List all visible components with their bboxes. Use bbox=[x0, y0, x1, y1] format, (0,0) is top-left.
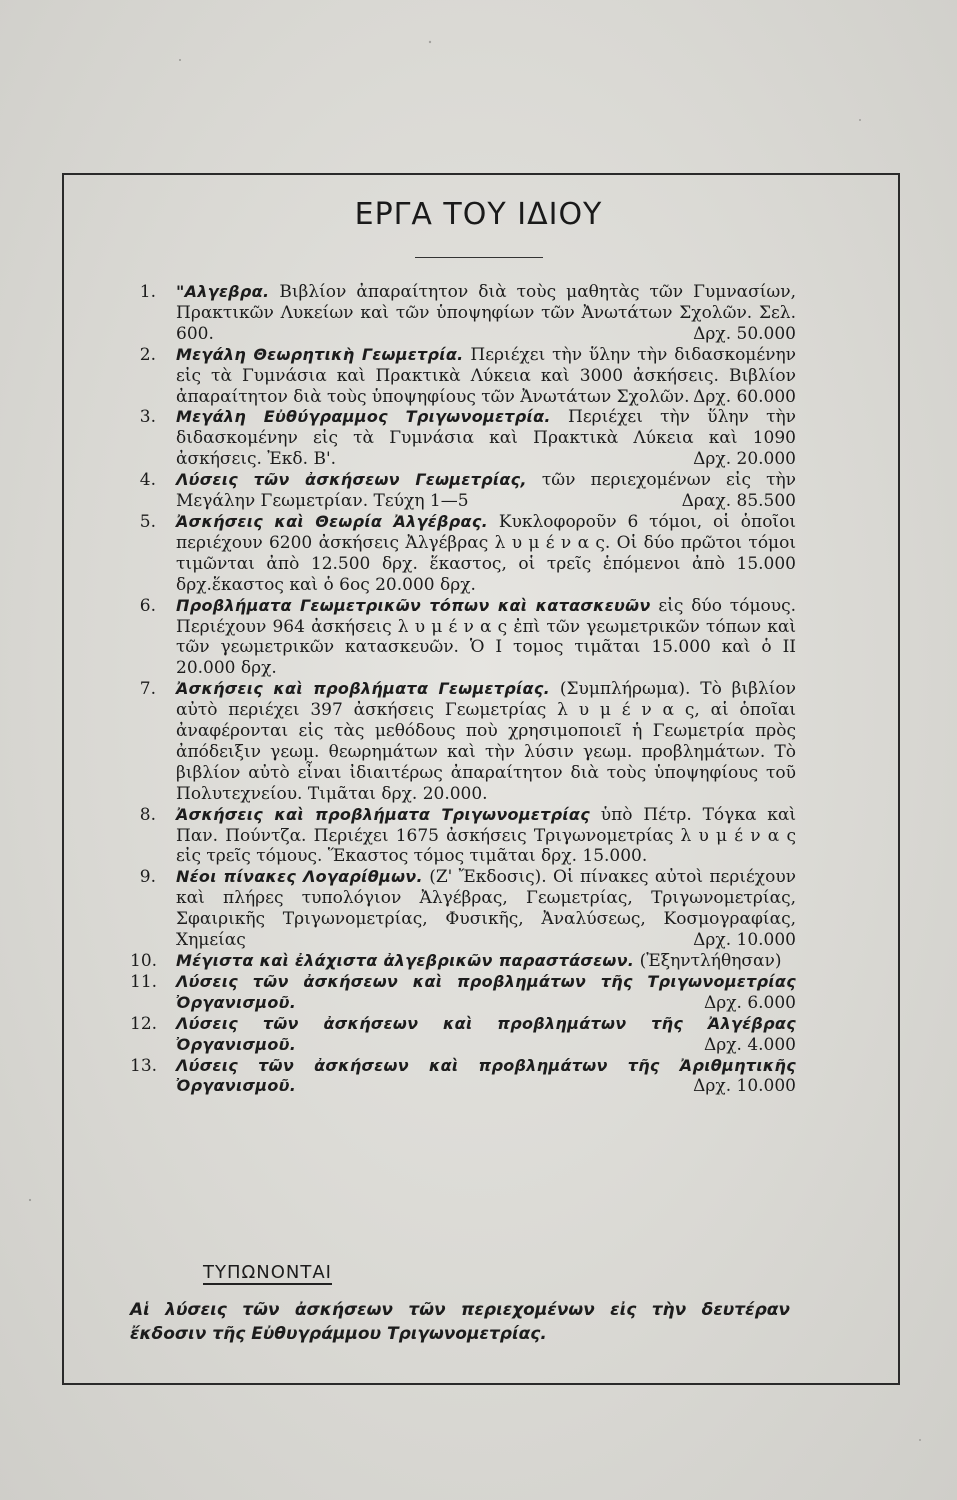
item-number: 2. bbox=[139, 344, 156, 365]
item-number: 6. bbox=[139, 595, 156, 616]
item-text: εἰς δύο τόμους. Περιέχουν 964 ἀσκήσεις λ υ μ έ ν α ς ἐπὶ τῶν γεωμετρικῶν τόπων καὶ τῶν γεωμετρικῶν κατασκευῶν. Ὁ Ι τομος τιμᾶται 15.000 καὶ ὁ ΙΙ 20.000 δρχ. bbox=[176, 595, 796, 679]
item-heading: Μεγάλη Εὐθύγραμμος Τριγωνομετρία. bbox=[176, 407, 551, 427]
item-text: τῶν περιεχομένων εἰς τὴν Μεγάλην Γεωμετρίαν. Τεύχη 1—5 bbox=[176, 470, 797, 512]
item-heading: Νέοι πίνακες Λογαρίθμων. bbox=[176, 867, 423, 887]
item-number: 3. bbox=[139, 407, 156, 428]
item-text: Περιέχει τὴν ὕλην τὴν διδασκομένην εἰς τὰ Γυμνάσια καὶ Πρακτικὰ Λύκεια καὶ 3000 ἀσκήσεις. Βιβλίον ἀπαραίτητον διὰ τοὺς ὑποψηφίους τῶν Ἀνωτάτων Σχολῶν. bbox=[176, 344, 797, 407]
item-heading: Λύσεις τῶν ἀσκήσεων καὶ προβλημάτων τῆς Ἀλγέβρας Ὀργανισμοῦ. bbox=[176, 1013, 796, 1054]
in-press-heading: ΤΥΠΩΝΟΝΤΑΙ bbox=[203, 1262, 332, 1283]
item-text: (Ζ' Ἔκδοσις). Οἱ πίνακες αὐτοὶ περιέχουν καὶ πλήρες τυπολόγιον Ἀλγέβρας, Γεωμετρίας, Τριγωνομετρίας, Σφαιρικῆς Τριγωνομετρίας, Φυσικῆς, Ἀναλύσεως, Κοσμογραφίας, Χημείας bbox=[176, 867, 796, 951]
item-heading: Ἀσκήσεις καὶ Θεωρία Ἀλγέβρας. bbox=[176, 511, 488, 531]
item-heading: "Αλγεβρα. bbox=[176, 282, 270, 301]
item-heading: Προβλήματα Γεωμετρικῶν τόπων καὶ κατασκευῶν bbox=[176, 595, 651, 615]
title-underline bbox=[415, 257, 543, 258]
item-heading: Λύσεις τῶν ἀσκήσεων Γεωμετρίας, bbox=[176, 470, 527, 490]
list-item bbox=[130, 1014, 796, 1056]
list-item bbox=[130, 1056, 796, 1098]
item-price: Δρχ. 50.000 bbox=[693, 323, 796, 344]
item-price: Δρχ. 6.000 bbox=[703, 992, 796, 1013]
item-price: Δρχ. 10.000 bbox=[693, 1076, 796, 1097]
list-item bbox=[130, 345, 796, 408]
item-number: 9. bbox=[139, 867, 156, 888]
page-title: ΕΡΓΑ ΤΟΥ ΙΔΙΟΥ bbox=[354, 197, 603, 232]
list-item bbox=[130, 951, 796, 972]
item-number: 1. bbox=[139, 282, 156, 302]
item-heading: Ἀσκήσεις καὶ προβλήματα Τριγωνομετρίας bbox=[176, 804, 590, 824]
item-price: Δρχ. 4.000 bbox=[703, 1034, 796, 1055]
in-press-note: Αἱ λύσεις τῶν ἀσκήσεων τῶν περιεχομένων εἰς τὴν δευτέραν ἔκδοσιν τῆς Εὐθυγράμμου Τριγωνομετρίας. bbox=[130, 1300, 790, 1344]
item-number: 10. bbox=[130, 951, 158, 971]
list-item bbox=[130, 679, 796, 804]
list-item bbox=[130, 282, 796, 345]
item-heading: Λύσεις τῶν ἀσκήσεων καὶ προβλημάτων τῆς Ἀριθμητικῆς Ὀργανισμοῦ. bbox=[176, 1055, 796, 1096]
item-text: ὑπὸ Πέτρ. Τόγκα καὶ Παν. Πούντζα. Περιέχει 1675 ἀσκήσεις Τριγωνομετρίας λ υ μ έ ν α ς εἰς τρεῖς τόμους. Ἕκαστος τόμος τιμᾶται δρχ. 15.000. bbox=[176, 804, 796, 867]
list-item bbox=[130, 867, 796, 951]
item-price: Δρχ. 10.000 bbox=[693, 930, 796, 951]
list-item bbox=[130, 470, 796, 512]
item-number: 8. bbox=[139, 804, 156, 825]
item-number: 12. bbox=[130, 1013, 158, 1034]
item-heading: Ἀσκήσεις καὶ προβλήματα Γεωμετρίας. bbox=[176, 679, 550, 699]
item-price: Δραχ. 85.500 bbox=[681, 491, 796, 512]
item-number: 4. bbox=[139, 470, 156, 491]
item-price: Δρχ. 20.000 bbox=[693, 449, 796, 470]
item-text: Περιέχει τὴν ὕλην τὴν διδασκομένην εἰς τὰ Γυμνάσια καὶ Πρακτικὰ Λύκεια καὶ 1090 ἀσκήσεις. Ἐκδ. Β'. bbox=[176, 407, 797, 470]
list-item bbox=[130, 512, 796, 596]
item-text: (Ἐξηντλήθησαν) bbox=[639, 951, 782, 971]
list-item bbox=[130, 596, 796, 680]
item-number: 13. bbox=[130, 1055, 158, 1076]
works-list bbox=[130, 282, 796, 1097]
item-number: 7. bbox=[139, 679, 156, 700]
item-text: Βιβλίον ἀπαραίτητον διὰ τοὺς μαθητὰς τῶν Γυμνασίων, Πρακτικῶν Λυκείων καὶ τῶν ὑποψηφίων τῶν Ἀνωτάτων Σχολῶν. Σελ. 600. bbox=[176, 282, 797, 344]
list-item bbox=[130, 407, 796, 470]
item-heading: Μέγιστα καὶ ἐλάχιστα ἀλγεβρικῶν παραστάσεων. bbox=[176, 951, 635, 970]
item-text: (Συμπλήρωμα). Τὸ βιβλίον αὐτὸ περιέχει 397 ἀσκήσεις Γεωμετρίας λ υ μ έ ν α ς, αἱ ὁποῖαι ἀναφέρονται εἰς τὰς μεθόδους ποὺ χρησιμοποιεῖ ἡ Γεωμετρία πρὸς ἀπόδειξιν γεωμ. θεωρημάτων καὶ τὴν λύσιν γεωμ. προβλημάτων. Τὸ βιβλίον αὐτὸ εἶναι ἰδιαιτέρως ἀπαραίτητον διὰ τοὺς ὑποψηφίους τοῦ Πολυτεχνείου. Τιμᾶται δρχ. 20.000. bbox=[176, 679, 796, 804]
item-number: 5. bbox=[139, 511, 156, 532]
item-number: 11. bbox=[130, 971, 158, 992]
item-text: Κυκλοφοροῦν 6 τόμοι, οἱ ὁποῖοι περιέχουν 6200 ἀσκήσεις Ἀλγέβρας λ υ μ έ ν α ς. Οἱ δύο πρῶτοι τόμοι τιμῶνται ἀπὸ 12.500 δρχ. ἕκαστος, οἱ τρεῖς ἑπόμενοι ἀπὸ 15.000 δρχ.ἕκαστος καὶ ὁ 6ος 20.000 δρχ. bbox=[176, 511, 797, 595]
item-price: Δρχ. 60.000 bbox=[693, 386, 796, 407]
item-heading: Λύσεις τῶν ἀσκήσεων καὶ προβλημάτων τῆς Τριγωνομετρίας Ὀργανισμοῦ. bbox=[176, 971, 796, 1012]
item-heading: Μεγάλη Θεωρητικὴ Γεωμετρία. bbox=[176, 344, 464, 364]
list-item bbox=[130, 805, 796, 868]
list-item bbox=[130, 972, 796, 1014]
